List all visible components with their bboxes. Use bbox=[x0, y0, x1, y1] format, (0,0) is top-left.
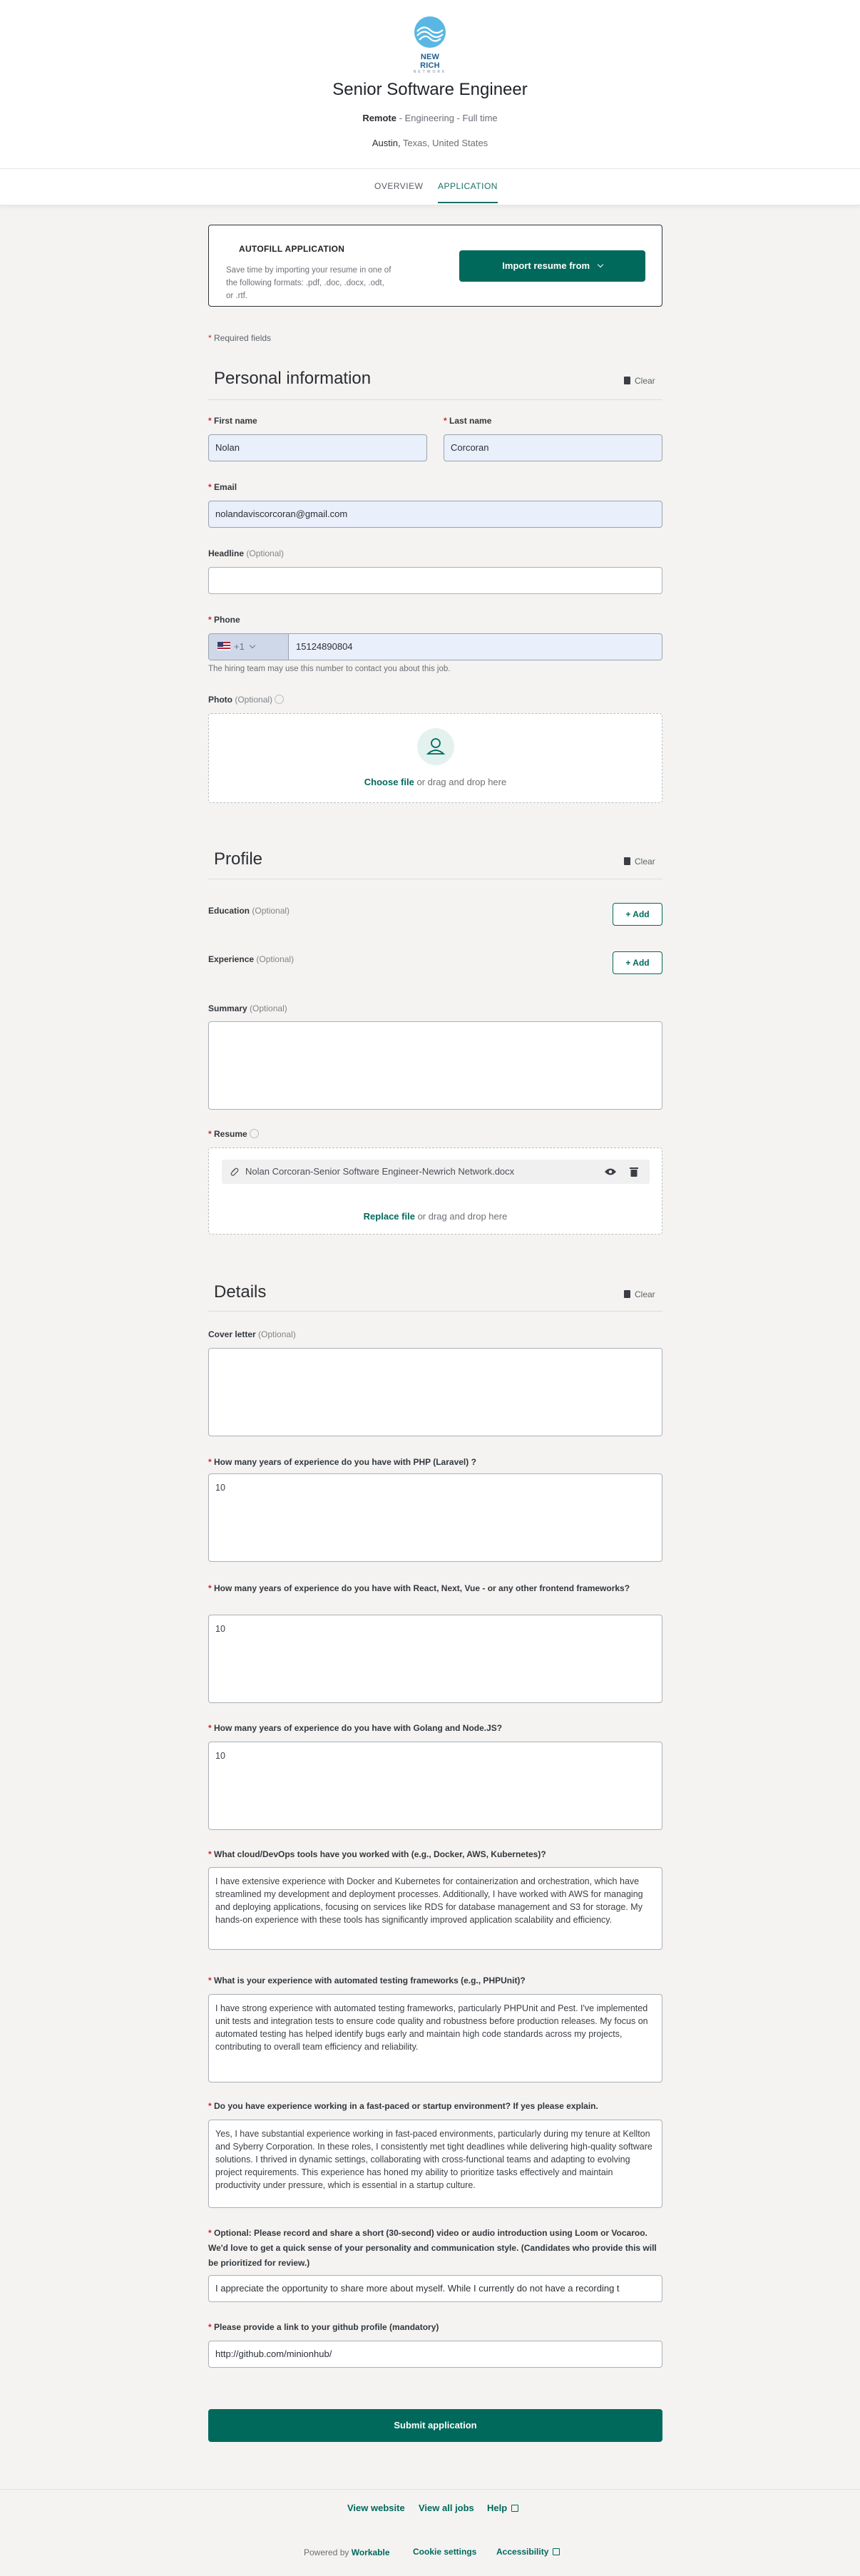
section-divider bbox=[208, 399, 662, 400]
company-logo-icon bbox=[414, 16, 446, 48]
email-field[interactable]: nolandaviscorcoran@gmail.com bbox=[208, 501, 662, 528]
logo-text: NEW RICH bbox=[420, 53, 440, 70]
question-label: * How many years of experience do you have with PHP (Laravel) ? bbox=[208, 1457, 476, 1467]
autofill-title: AUTOFILL APPLICATION bbox=[239, 244, 345, 254]
info-icon[interactable] bbox=[275, 695, 284, 704]
location-city: Austin, bbox=[372, 138, 401, 148]
summary-textarea[interactable] bbox=[208, 1021, 662, 1110]
answer-textarea[interactable]: 10 bbox=[208, 1742, 662, 1830]
page-footer bbox=[0, 2489, 860, 2576]
section-divider bbox=[208, 1311, 662, 1312]
us-flag-icon bbox=[217, 642, 230, 650]
first-name-field[interactable]: Nolan bbox=[208, 434, 427, 461]
info-icon[interactable] bbox=[250, 1129, 259, 1138]
autofill-card bbox=[208, 225, 662, 307]
question-label: * How many years of experience do you have with React, Next, Vue - or any other frontend frameworks? bbox=[208, 1583, 630, 1593]
section-title-details: Details bbox=[214, 1282, 267, 1302]
view-website-link[interactable]: View website bbox=[347, 2503, 405, 2513]
last-name-field[interactable]: Corcoran bbox=[444, 434, 662, 461]
job-meta: Remote - Engineering - Full time bbox=[362, 113, 498, 123]
answer-textarea[interactable]: I have strong experience with automated testing frameworks, particularly PHPUnit and Pest. I've implemented unit tests and integration tests to ensure code quality and robustness before production releases. My focus on automated testing has helped identify bugs early and maintain high code standards across my projects, contributing to overall team efficiency and reliability. bbox=[208, 1994, 662, 2082]
view-all-jobs-link[interactable]: View all jobs bbox=[419, 2503, 474, 2513]
company-logo[interactable] bbox=[412, 16, 448, 73]
resume-file-row bbox=[222, 1160, 650, 1184]
tab-bar bbox=[0, 168, 860, 205]
phone-label: * Phone bbox=[208, 615, 240, 625]
tab-application[interactable]: APPLICATION bbox=[438, 181, 498, 191]
answer-textarea[interactable]: I have extensive experience with Docker and Kubernetes for containerization and orchestration, which have streamlined my development and deployment processes. Additionally, I have worked with AWS for managing and deploying applications, focusing on services like RDS for database management and S3 for storage. My hands-on experience with these tools has significantly improved application scalability and efficiency. bbox=[208, 1867, 662, 1950]
resume-dropzone[interactable] bbox=[208, 1148, 662, 1235]
cover-letter-label: Cover letter (Optional) bbox=[208, 1329, 296, 1339]
job-header bbox=[0, 0, 860, 168]
employment-type: Full time bbox=[462, 113, 498, 123]
cookie-settings-link[interactable]: Cookie settings bbox=[413, 2547, 477, 2557]
clear-personal-button[interactable]: Clear bbox=[624, 376, 655, 386]
experience-label: Experience (Optional) bbox=[208, 954, 295, 964]
headline-label: Headline (Optional) bbox=[208, 548, 285, 558]
country-code-select[interactable]: +1 bbox=[209, 634, 289, 660]
resume-dropzone-text: Replace file or drag and drop here bbox=[363, 1211, 508, 1222]
workable-link[interactable]: Workable bbox=[351, 2547, 390, 2557]
education-label: Education (Optional) bbox=[208, 906, 290, 916]
add-experience-button[interactable]: + Add bbox=[613, 951, 662, 974]
job-location bbox=[0, 138, 860, 148]
cover-letter-textarea[interactable] bbox=[208, 1348, 662, 1436]
paperclip-icon bbox=[229, 1167, 239, 1177]
headline-field[interactable] bbox=[208, 567, 662, 594]
choose-file-link[interactable]: Choose file bbox=[364, 777, 414, 787]
question-label: * Optional: Please record and share a short (30-second) video or audio introduction using Loom or Vocaroo. We'd love to get a quick sense of your personality and communication style. (Candidates who provide this will be prioritized for review.) bbox=[208, 2228, 657, 2268]
tab-overview[interactable]: OVERVIEW bbox=[374, 181, 424, 191]
workplace-type: Remote bbox=[362, 113, 396, 123]
add-education-button[interactable]: + Add bbox=[613, 903, 662, 926]
accessibility-link[interactable]: Accessibility bbox=[496, 2547, 560, 2557]
chevron-down-icon bbox=[597, 262, 603, 267]
submit-application-button[interactable]: Submit application bbox=[208, 2409, 662, 2442]
replace-file-link[interactable]: Replace file bbox=[363, 1211, 415, 1222]
resume-filename: Nolan Corcoran-Senior Software Engineer-Newrich Network.docx bbox=[245, 1166, 515, 1177]
department: Engineering bbox=[404, 113, 454, 123]
question-label: * How many years of experience do you have with Golang and Node.JS? bbox=[208, 1723, 503, 1733]
section-title-personal: Personal information bbox=[214, 369, 372, 388]
phone-value: 15124890804 bbox=[296, 641, 353, 652]
external-link-icon bbox=[553, 2548, 560, 2555]
clear-profile-button[interactable]: Clear bbox=[624, 857, 655, 867]
first-name-label: * First name bbox=[208, 416, 257, 426]
resume-label: * Resume bbox=[208, 1129, 259, 1139]
answer-textarea[interactable]: Yes, I have substantial experience working in fast-paced environments, particularly during my tenure at Kellton and Syberry Corporation. In these roles, I consistently met tight deadlines while delivering high-quality software solutions. I thrived in dynamic settings, collaborating with cross-functional teams and adapting to evolving project requirements. This experience has honed my ability to prioritize tasks effectively and maintain productivity under pressure, which is essential in a startup culture. bbox=[208, 2120, 662, 2208]
user-avatar-icon bbox=[417, 728, 454, 765]
trash-icon bbox=[624, 857, 630, 865]
last-name-label: * Last name bbox=[444, 416, 492, 426]
section-title-profile: Profile bbox=[214, 849, 263, 869]
github-url-field[interactable]: http://github.com/minionhub/ bbox=[208, 2341, 662, 2368]
external-link-icon bbox=[511, 2505, 518, 2512]
trash-icon[interactable] bbox=[630, 1167, 638, 1177]
trash-icon bbox=[624, 377, 630, 384]
required-note: * Required fields bbox=[208, 333, 272, 343]
phone-hint: The hiring team may use this number to contact you about this job. bbox=[208, 665, 451, 673]
eye-icon[interactable] bbox=[604, 1167, 617, 1176]
question-label: * Please provide a link to your github profile (mandatory) bbox=[208, 2322, 439, 2332]
import-resume-label: Import resume from bbox=[502, 260, 590, 271]
help-link[interactable]: Help bbox=[487, 2503, 518, 2513]
trash-icon bbox=[624, 1290, 630, 1298]
import-resume-button[interactable] bbox=[459, 250, 645, 282]
photo-label: Photo (Optional) bbox=[208, 695, 284, 705]
question-label: * Do you have experience working in a fast-paced or startup environment? If yes please explain. bbox=[208, 2101, 598, 2111]
question-label: * What is your experience with automated testing frameworks (e.g., PHPUnit)? bbox=[208, 1976, 526, 1985]
answer-textarea[interactable]: 10 bbox=[208, 1473, 662, 1562]
job-title: Senior Software Engineer bbox=[332, 80, 528, 99]
logo-subtext: NETWORK bbox=[413, 70, 447, 74]
email-label: * Email bbox=[208, 482, 237, 492]
answer-textarea[interactable]: 10 bbox=[208, 1615, 662, 1703]
chevron-down-icon bbox=[250, 643, 255, 648]
answer-field[interactable]: I appreciate the opportunity to share more about myself. While I currently do not have a recording t bbox=[208, 2275, 662, 2302]
clear-details-button[interactable]: Clear bbox=[624, 1289, 655, 1299]
question-label: * What cloud/DevOps tools have you worked with (e.g., Docker, AWS, Kubernetes)? bbox=[208, 1849, 546, 1859]
photo-dropzone-text: Choose file or drag and drop here bbox=[364, 777, 507, 787]
photo-dropzone[interactable] bbox=[208, 713, 662, 803]
autofill-description: Save time by importing your resume in one of the following formats: .pdf, .doc, .docx, .odt, or .rtf. bbox=[226, 266, 391, 300]
phone-field[interactable] bbox=[208, 633, 662, 660]
powered-by: Powered by Workable bbox=[304, 2547, 390, 2557]
summary-label: Summary (Optional) bbox=[208, 1003, 287, 1013]
location-rest: Texas, United States bbox=[402, 138, 488, 148]
